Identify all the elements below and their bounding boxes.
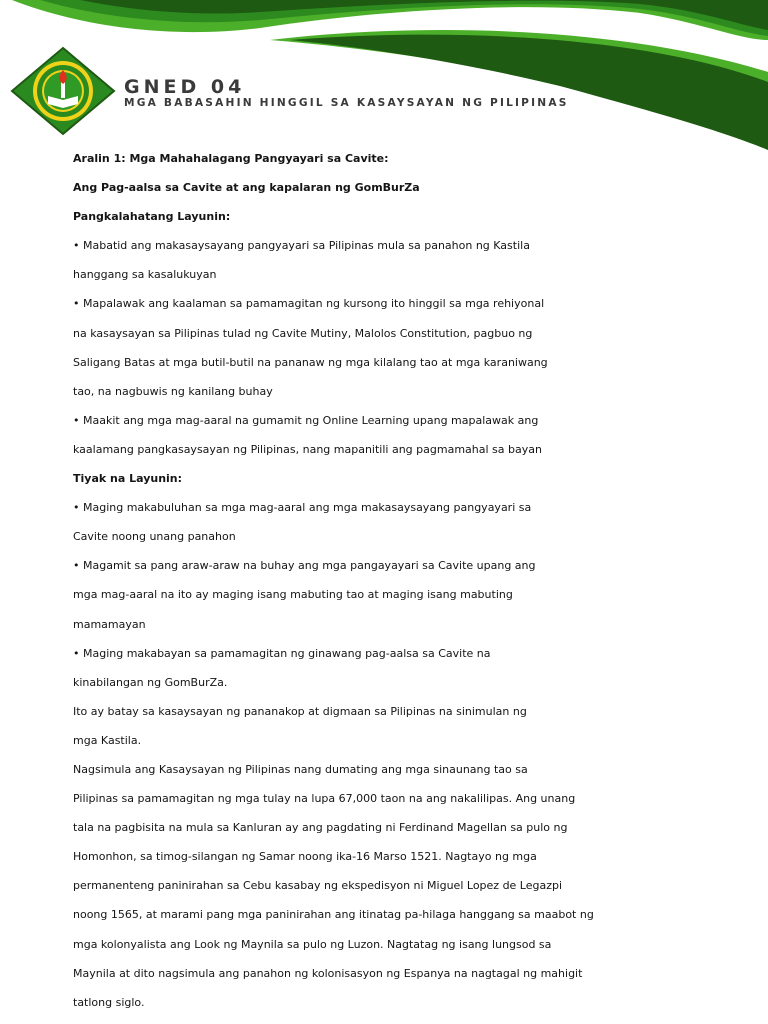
text-line: mamamayan xyxy=(73,617,146,631)
text-line: Saligang Batas at mga butil-butil na pananaw ng mga kilalang tao at mga karaniwang xyxy=(73,355,548,369)
course-code: GNED 04 xyxy=(124,76,246,98)
text-line: na kasaysayan sa Pilipinas tulad ng Cavite Mutiny, Malolos Constitution, pagbuo ng xyxy=(73,326,533,340)
text-line: • Mabatid ang makasaysayang pangyayari sa Pilipinas mula sa panahon ng Kastila xyxy=(73,239,530,253)
text-line: mga mag-aaral na ito ay maging isang mabuting tao at maging isang mabuting xyxy=(73,588,513,602)
text-line: hanggang sa kasalukuyan xyxy=(73,268,217,282)
text-line: Homonhon, sa timog-silangan ng Samar noong ika-16 Marso 1521. Nagtayo ng mga xyxy=(73,850,537,864)
text-line: Nagsimula ang Kasaysayan ng Pilipinas nang dumating ang mga sinaunang tao sa xyxy=(73,762,528,776)
text-line: • Maakit ang mga mag-aaral na gumamit ng Online Learning upang mapalawak ang xyxy=(73,413,539,427)
text-line: kinabilangan ng GomBurZa. xyxy=(73,675,228,689)
text-line: mga kolonyalista ang Look ng Maynila sa pulo ng Luzon. Nagtatag ng isang lungsod sa xyxy=(73,937,552,951)
text-line: noong 1565, at marami pang mga paninirahan ang itinatag pa-hilaga hanggang sa maabot ng xyxy=(73,908,594,922)
section-heading: Pangkalahatang Layunin: xyxy=(73,210,231,224)
university-seal-icon xyxy=(10,46,116,136)
text-line: kaalamang pangkasaysayan ng Pilipinas, nang mapanitili ang pagmamahal sa bayan xyxy=(73,442,542,456)
text-line: Ito ay batay sa kasaysayan ng pananakop at digmaan sa Pilipinas na sinimulan ng xyxy=(73,704,527,718)
text-line: tala na pagbisita na mula sa Kanluran ay ang pagdating ni Ferdinand Magellan sa pulo ng xyxy=(73,821,568,835)
course-title: MGA BABASAHIN HINGGIL SA KASAYSAYAN NG PILIPINAS xyxy=(124,97,569,109)
lesson-body xyxy=(73,144,633,1017)
text-line: Maynila at dito nagsimula ang panahon ng kolonisasyon ng Espanya na nagtagal ng mahigit xyxy=(73,966,583,980)
text-line: • Magamit sa pang araw-araw na buhay ang mga pangayayari sa Cavite upang ang xyxy=(73,559,536,573)
page-header xyxy=(0,0,768,150)
text-line: tao, na nagbuwis ng kanilang buhay xyxy=(73,384,273,398)
text-line: tatlong siglo. xyxy=(73,995,145,1009)
text-line: Pilipinas sa pamamagitan ng mga tulay na lupa 67,000 taon na ang nakalilipas. Ang unang xyxy=(73,792,576,806)
section-heading: Ang Pag-aalsa sa Cavite at ang kapalaran ng GomBurZa xyxy=(73,181,420,195)
text-line: permanenteng paninirahan sa Cebu kasabay ng ekspedisyon ni Miguel Lopez de Legazpi xyxy=(73,879,563,893)
text-line: Cavite noong unang panahon xyxy=(73,530,236,544)
section-heading: Aralin 1: Mga Mahahalagang Pangyayari sa Cavite: xyxy=(73,152,389,165)
text-line: • Maging makabuluhan sa mga mag-aaral ang mga makasaysayang pangyayari sa xyxy=(73,501,532,515)
text-line: • Maging makabayan sa pamamagitan ng ginawang pag-aalsa sa Cavite na xyxy=(73,646,491,660)
banner-right-swoosh-dark xyxy=(290,35,768,150)
text-line: mga Kastila. xyxy=(73,733,142,747)
section-heading: Tiyak na Layunin: xyxy=(73,472,183,486)
text-line: • Mapalawak ang kaalaman sa pamamagitan ng kursong ito hinggil sa mga rehiyonal xyxy=(73,297,545,311)
